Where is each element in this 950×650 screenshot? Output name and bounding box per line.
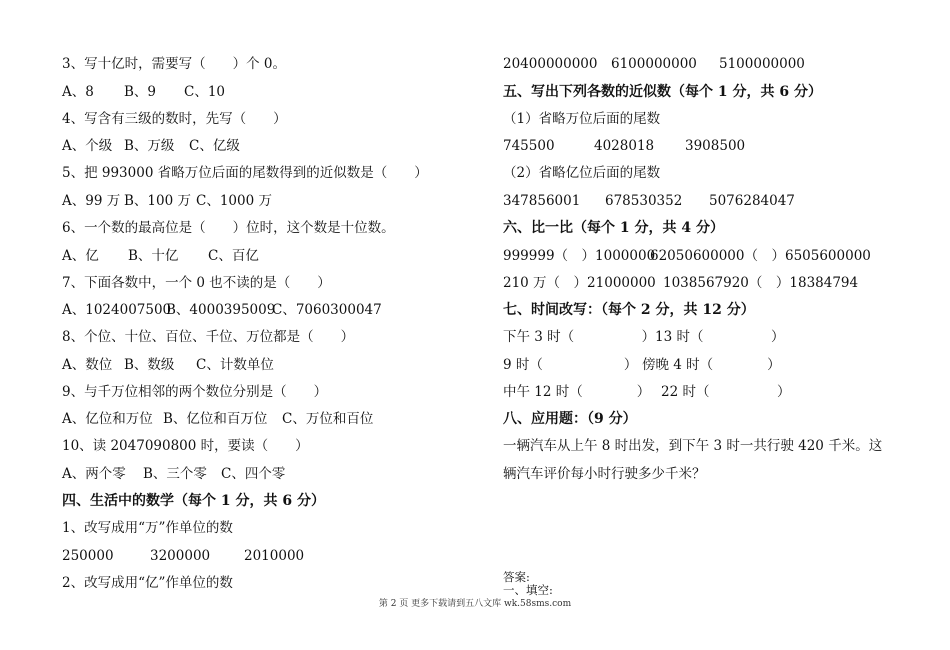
number: 250000: [62, 548, 114, 564]
page-footer: 第 2 页 更多下载请到五八文库 wk.58sms.com: [378, 599, 572, 609]
section-4-question-1-numbers: [62, 547, 304, 565]
option-a: A、数位: [62, 357, 113, 373]
section-8-problem-line-2: 辆汽车评价每小时行驶多少千米？: [503, 466, 706, 482]
number: 20400000000: [503, 56, 598, 72]
option-b: B、9: [124, 84, 157, 100]
number: 678530352: [605, 193, 683, 209]
option-a: A、两个零: [62, 466, 126, 482]
section-5-title: 五、写出下列各数的近似数（每个 1 分，共 6 分）: [503, 84, 822, 100]
number: 347856001: [503, 193, 581, 209]
question-5: 5、把 993000 省略万位后面的尾数得到的近似数是（ ）: [62, 165, 428, 181]
section-4-title: 四、生活中的数学（每个 1 分，共 6 分）: [62, 493, 325, 509]
section-7-row-3: [503, 383, 790, 401]
answer-label: 答案:: [503, 570, 530, 584]
option-a: A、1024007500: [62, 302, 172, 318]
section-7-row-1: [503, 328, 784, 346]
question-9-options: [62, 410, 373, 428]
comparison: 62050600000（ ）6505600000: [650, 248, 871, 264]
option-a: A、亿位和万位: [62, 411, 153, 427]
option-b: B、万级: [124, 138, 175, 154]
number: 5076284047: [709, 193, 795, 209]
section-6-row-1: [503, 247, 871, 265]
section-5-numbers-1: [503, 137, 745, 155]
section-8-problem-line-1: 一辆汽车从上午 8 时出发，到下午 3 时一共行驶 420 千米。这: [503, 438, 883, 454]
option-a: A、亿: [62, 248, 99, 264]
option-c: C、1000 万: [196, 193, 272, 209]
option-c: C、亿级: [189, 138, 240, 154]
option-b: B、4000395009: [166, 302, 276, 318]
section-5-numbers-2: [503, 192, 795, 210]
section-5-subtitle-2: （2）省略亿位后面的尾数: [503, 165, 661, 181]
question-7: 7、下面各数中，一个 0 也不读的是（ ）: [62, 275, 331, 291]
question-10: 10、读 2047090800 时，要读（ ）: [62, 438, 309, 454]
time-conversion: 9 时（ ）: [503, 357, 638, 373]
question-3: 3、写十亿时，需要写（ ）个 0。: [62, 56, 286, 72]
question-7-options: [62, 301, 382, 319]
question-5-options: [62, 192, 272, 210]
option-c: C、7060300047: [272, 302, 382, 318]
option-a: A、8: [62, 84, 94, 100]
number: 3200000: [150, 548, 211, 564]
time-conversion: 13 时（ ）: [655, 329, 785, 345]
option-b: B、100 万: [124, 193, 191, 209]
number: 3908500: [685, 138, 746, 154]
question-3-options: [62, 83, 225, 101]
number: 4028018: [594, 138, 655, 154]
answer-section-1: 一、填空:: [503, 583, 553, 597]
section-8-title: 八、应用题：（9 分）: [503, 411, 637, 427]
section-4-question-2: 2、改写成用“亿”作单位的数: [62, 575, 233, 591]
time-conversion: 22 时（ ）: [661, 384, 791, 400]
question-8: 8、个位、十位、百位、千位、万位都是（ ）: [62, 329, 355, 345]
question-4: 4、写含有三级的数时，先写（ ）: [62, 111, 287, 127]
comparison: 210 万（ ）21000000: [503, 275, 656, 291]
number: 2010000: [244, 548, 305, 564]
question-6: 6、一个数的最高位是（ ）位时，这个数是十位数。: [62, 220, 395, 236]
section-5-subtitle-1: （1）省略万位后面的尾数: [503, 111, 661, 127]
section-7-title: 七、时间改写：（每个 2 分，共 12 分）: [503, 302, 755, 318]
option-c: C、万位和百位: [282, 411, 374, 427]
section-6-title: 六、比一比（每个 1 分，共 4 分）: [503, 220, 724, 236]
option-b: B、亿位和百万位: [163, 411, 268, 427]
question-9: 9、与千万位相邻的两个数位分别是（ ）: [62, 384, 328, 400]
section-4-question-1: 1、改写成用“万”作单位的数: [62, 520, 233, 536]
comparison: 1038567920（ ）18384794: [663, 275, 859, 291]
comparison: 999999（ ）1000000: [503, 248, 656, 264]
question-8-options: [62, 356, 274, 374]
question-6-options: [62, 247, 259, 265]
number: 745500: [503, 138, 555, 154]
option-c: C、四个零: [221, 466, 286, 482]
option-b: B、数级: [124, 357, 175, 373]
question-10-options: [62, 465, 285, 483]
section-4-question-2-numbers: [503, 55, 805, 73]
option-a: A、99 万: [62, 193, 121, 209]
number: 6100000000: [611, 56, 697, 72]
option-c: C、10: [184, 84, 226, 100]
time-conversion: 中午 12 时（ ）: [503, 384, 651, 400]
section-7-row-2: [503, 356, 781, 374]
section-6-row-2: [503, 274, 858, 292]
number: 5100000000: [719, 56, 805, 72]
time-conversion: 傍晚 4 时（ ）: [642, 357, 781, 373]
time-conversion: 下午 3 时（ ）: [503, 329, 656, 345]
option-c: C、百亿: [208, 248, 259, 264]
option-c: C、计数单位: [196, 357, 274, 373]
option-b: B、十亿: [128, 248, 179, 264]
option-b: B、三个零: [143, 466, 207, 482]
option-a: A、个级: [62, 138, 113, 154]
question-4-options: [62, 137, 240, 155]
